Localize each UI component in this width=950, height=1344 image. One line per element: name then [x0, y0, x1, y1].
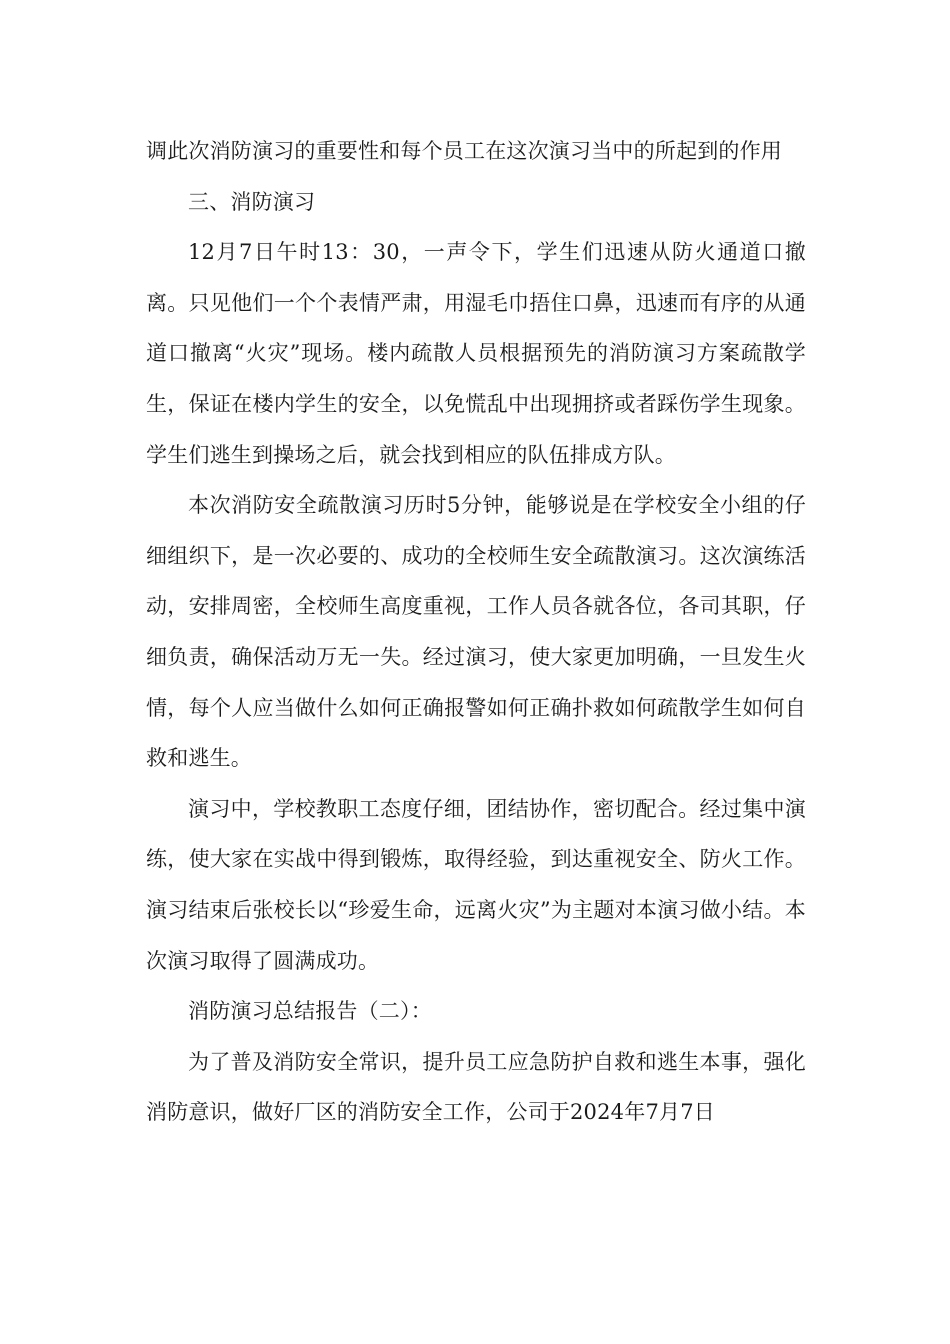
paragraph-report-intro: 为了普及消防安全常识，提升员工应急防护自救和逃生本事，强化消防意识，做好厂区的消防安全工作，公司于2024年7月7日: [146, 1049, 806, 1125]
report-title-two: 消防演习总结报告（二）：: [188, 999, 432, 1024]
document-body: [146, 126, 806, 1138]
paragraph-continuation: 调此次消防演习的重要性和每个员工在这次演习当中的所起到的作用: [146, 139, 782, 163]
section-heading: 三、消防演习: [188, 189, 316, 214]
paragraph-drill-summary: 本次消防安全疏散演习历时5分钟，能够说是在学校安全小组的仔细组织下，是一次必要的、成功的全校师生安全疏散演习。这次演练活动，安排周密，全校师生高度重视，工作人员各就各位，各司其职，仔细负责，确保活动万无一失。经过演习，使大家更加明确，一旦发生火情，每个人应当做什么如何正确报警如何正确扑救如何疏散学生如何自救和逃生。: [146, 493, 806, 771]
paragraph-staff-cooperation: 演习中，学校教职工态度仔细，团结协作，密切配合。经过集中演练，使大家在实战中得到锻炼，取得经验，到达重视安全、防火工作。演习结束后张校长以“珍爱生命，远离火灾”为主题对本演习做小结。本次演习取得了圆满成功。: [146, 796, 806, 973]
paragraph-evacuation: 12月7日午时13：30，一声令下，学生们迅速从防火通道口撤离。只见他们一个个表情严肃，用湿毛巾捂住口鼻，迅速而有序的从通道口撤离“火灾”现场。楼内疏散人员根据预先的消防演习方案疏散学生，保证在楼内学生的安全，以免慌乱中出现拥挤或者踩伤学生现象。学生们逃生到操场之后，就会找到相应的队伍排成方队。: [146, 240, 806, 467]
